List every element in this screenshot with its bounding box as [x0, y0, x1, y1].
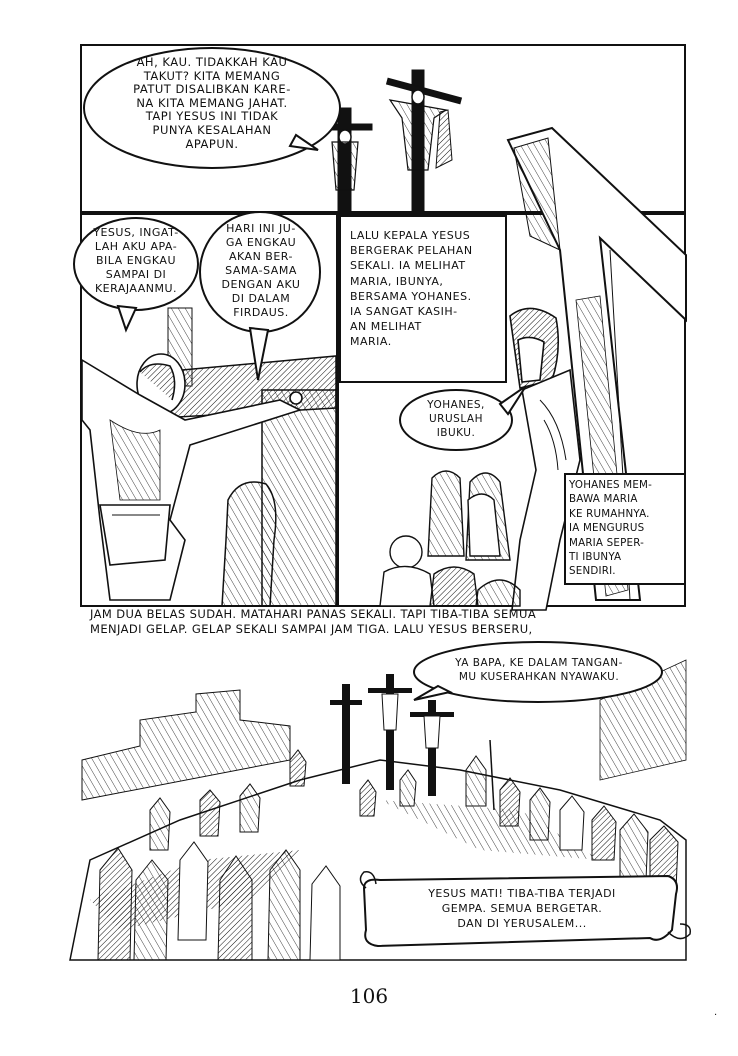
page-mark: ·	[714, 1010, 718, 1021]
panel3-speech-text: YOHANES, URUSLAH IBUKU.	[427, 399, 485, 439]
panel4-speech-text: YA BAPA, KE DALAM TANGAN- MU KUSERAHKAN NYAWAKU.	[455, 657, 623, 683]
page-number: 106	[349, 984, 389, 1008]
panel2-speech-right-text: HARI INI JU- GA ENGKAU AKAN BER- SAMA-SAMA DENGAN AKU DI DALAM FIRDAUS.	[221, 222, 301, 319]
panel1-speech-text: AH, KAU. TIDAKKAH KAU TAKUT? KITA MEMANG PATUT DISALIBKAN KARE- NA KITA MEMANG JAHAT. TAPI YESUS INI TIDAK PUNYA KESALAHAN APAPUN.	[133, 55, 291, 151]
panel3-caption-text: LALU KEPALA YESUS BERGERAK PELAHAN SEKALI. IA MELIHAT MARIA, IBUNYA, BERSAMA YOHANES. IA SANGAT KASIH- AN MELIHAT MARIA.	[350, 229, 473, 349]
panel4-narration-text: JAM DUA BELAS SUDAH. MATAHARI PANAS SEKALI. TAPI TIBA-TIBA SEMUA MENJADI GELAP. GELAP SEKALI SAMPAI JAM TIGA. LALU YESUS BERSERU,	[90, 607, 537, 636]
panel3-bottom-caption-text: YOHANES MEM- BAWA MARIA KE RUMAHNYA. IA MENGURUS MARIA SEPER- TI IBUNYA SENDIRI.	[569, 479, 653, 578]
crosses-illustration	[316, 70, 461, 212]
mourners-illustration	[380, 471, 520, 606]
panel4-scroll-text: YESUS MATI! TIBA-TIBA TERJADI GEMPA. SEMUA BERGETAR. DAN DI YERUSALEM...	[428, 887, 616, 930]
panel2-speech-left-text: YESUS, INGAT- LAH AKU APA- BILA ENGKAU SAMPAI DI KERAJAANMU.	[93, 226, 179, 295]
